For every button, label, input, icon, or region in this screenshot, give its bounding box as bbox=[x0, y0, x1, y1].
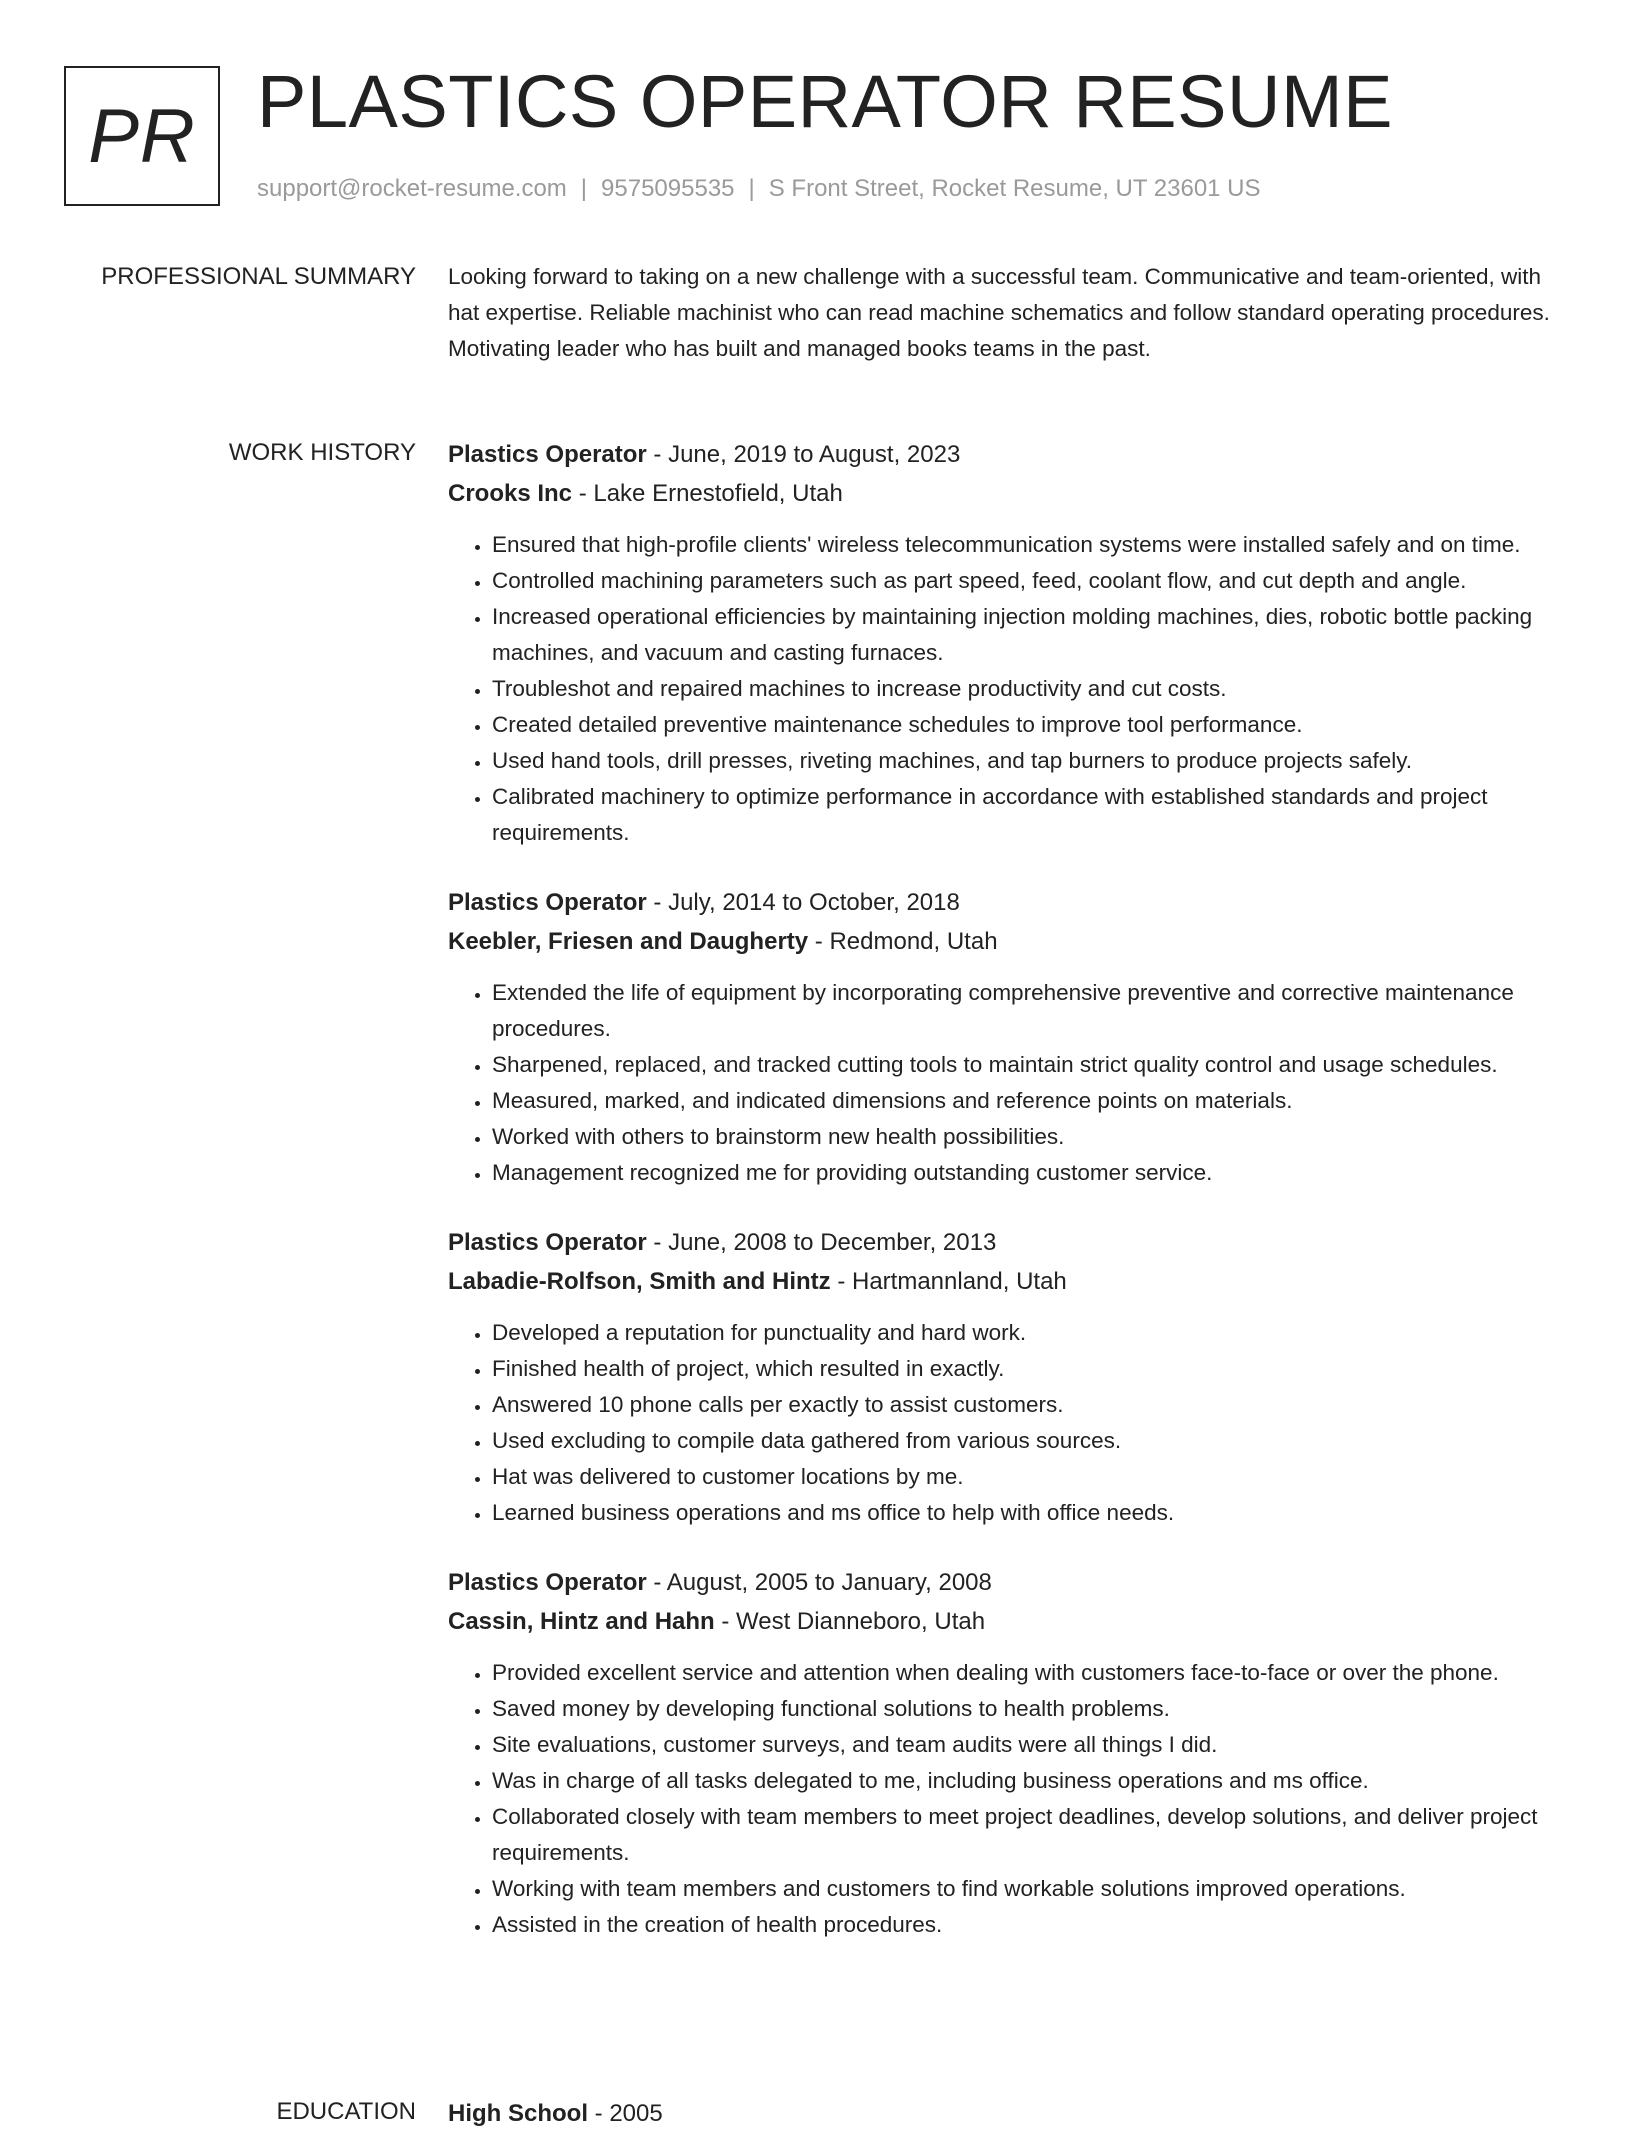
job-entry bbox=[448, 1223, 1570, 1531]
job-dates: - July, 2014 to October, 2018 bbox=[646, 889, 960, 916]
summary-body bbox=[448, 259, 1570, 367]
job-company-line bbox=[448, 1262, 1570, 1301]
job-company-line bbox=[448, 474, 1570, 513]
contact-separator: | bbox=[748, 175, 755, 202]
job-entry bbox=[448, 883, 1570, 1191]
job-title-line bbox=[448, 1223, 1570, 1262]
job-duty-item: • Finished health of project, which resulted in exactly. bbox=[492, 1351, 1570, 1387]
job-duty-item: • Used hand tools, drill presses, riveting machines, and tap burners to produce projects safely. bbox=[492, 743, 1570, 779]
summary-text: Looking forward to taking on a new challenge with a successful team. Communicative and team-oriented, with hat expertise. Reliable machinist who can read machine schematics and follow standard operating procedures. Motivating leader who has built and managed books teams in the past. bbox=[448, 264, 1550, 361]
summary-heading: PROFESSIONAL SUMMARY bbox=[101, 263, 416, 290]
job-duty-item: • Sharpened, replaced, and tracked cutting tools to maintain strict quality control and usage schedules. bbox=[492, 1047, 1570, 1083]
monogram-badge bbox=[64, 66, 220, 206]
contact-separator: | bbox=[580, 175, 588, 202]
job-duty-item: • Learned business operations and ms office to help with office needs. bbox=[492, 1495, 1570, 1531]
job-duty-item: • Controlled machining parameters such as part speed, feed, coolant flow, and cut depth and angle. bbox=[492, 563, 1570, 599]
job-duty-item: • Working with team members and customers to find workable solutions improved operations. bbox=[492, 1871, 1570, 1907]
job-company: Keebler, Friesen and Daugherty bbox=[448, 928, 809, 955]
job-duty-item: • Hat was delivered to customer locations by me. bbox=[492, 1459, 1570, 1495]
work-history-heading: WORK HISTORY bbox=[228, 439, 416, 466]
contact-line bbox=[257, 175, 1261, 203]
job-duty-item: • Increased operational efficiencies by maintaining injection molding machines, dies, robotic bottle packing machines, and vacuum and casting furnaces. bbox=[492, 599, 1570, 671]
job-duty-item: • Site evaluations, customer surveys, and team audits were all things I did. bbox=[492, 1727, 1570, 1763]
work-history-body bbox=[448, 435, 1570, 1975]
job-company: Crooks Inc bbox=[448, 480, 573, 507]
job-company-line bbox=[448, 922, 1570, 961]
job-duty-item: • Collaborated closely with team members to meet project deadlines, develop solutions, and deliver project requirements. bbox=[492, 1799, 1570, 1871]
monogram-initials: PR bbox=[88, 93, 196, 179]
job-title: Plastics Operator bbox=[448, 1569, 647, 1596]
job-title-line bbox=[448, 435, 1570, 474]
job-duty-item: • Measured, marked, and indicated dimensions and reference points on materials. bbox=[492, 1083, 1570, 1119]
education-heading: EDUCATION bbox=[276, 2098, 416, 2125]
job-duty-item: • Troubleshot and repaired machines to increase productivity and cut costs. bbox=[492, 671, 1570, 707]
job-title-line bbox=[448, 1563, 1570, 1602]
job-entry bbox=[448, 1563, 1570, 1943]
job-duties-list bbox=[448, 1655, 1570, 1943]
job-company-line bbox=[448, 1602, 1570, 1641]
job-location: - West Dianneboro, Utah bbox=[714, 1608, 986, 1635]
job-duties-list bbox=[448, 975, 1570, 1191]
job-duty-item: • Developed a reputation for punctuality and hard work. bbox=[492, 1315, 1570, 1351]
job-duty-item: • Ensured that high-profile clients' wireless telecommunication systems were installed safely and on time. bbox=[492, 527, 1570, 563]
job-title: Plastics Operator bbox=[448, 1229, 647, 1256]
contact-address: S Front Street, Rocket Resume, UT 23601 US bbox=[768, 175, 1261, 202]
job-company: Cassin, Hintz and Hahn bbox=[448, 1608, 715, 1635]
job-location: - Hartmannland, Utah bbox=[830, 1268, 1067, 1295]
job-title-line bbox=[448, 883, 1570, 922]
job-dates: - June, 2019 to August, 2023 bbox=[646, 441, 961, 468]
job-company: Labadie-Rolfson, Smith and Hintz bbox=[448, 1268, 831, 1295]
job-location: - Redmond, Utah bbox=[808, 928, 998, 955]
job-duty-item: • Calibrated machinery to optimize performance in accordance with established standards and project requirements. bbox=[492, 779, 1570, 851]
resume-title: PLASTICS OPERATOR RESUME bbox=[257, 60, 1393, 143]
job-duty-item: • Answered 10 phone calls per exactly to assist customers. bbox=[492, 1387, 1570, 1423]
job-duty-item: • Management recognized me for providing outstanding customer service. bbox=[492, 1155, 1570, 1191]
contact-phone[interactable]: 9575095535 bbox=[601, 175, 735, 202]
job-dates: - June, 2008 to December, 2013 bbox=[646, 1229, 997, 1256]
job-duty-item: • Saved money by developing functional solutions to health problems. bbox=[492, 1691, 1570, 1727]
job-location: - Lake Ernestofield, Utah bbox=[572, 480, 843, 507]
job-duty-item: • Extended the life of equipment by incorporating comprehensive preventive and corrective maintenance procedures. bbox=[492, 975, 1570, 1047]
job-duties-list bbox=[448, 527, 1570, 851]
job-title: Plastics Operator bbox=[448, 889, 647, 916]
job-dates: - August, 2005 to January, 2008 bbox=[646, 1569, 992, 1596]
job-title: Plastics Operator bbox=[448, 441, 647, 468]
contact-email[interactable]: support@rocket-resume.com bbox=[257, 175, 567, 202]
job-duty-item: • Assisted in the creation of health procedures. bbox=[492, 1907, 1570, 1943]
education-year: - 2005 bbox=[588, 2100, 663, 2127]
education-entry bbox=[448, 2094, 1570, 2133]
job-duty-item: • Worked with others to brainstorm new health possibilities. bbox=[492, 1119, 1570, 1155]
job-duty-item: • Used excluding to compile data gathered from various sources. bbox=[492, 1423, 1570, 1459]
job-duty-item: • Was in charge of all tasks delegated to me, including business operations and ms office. bbox=[492, 1763, 1570, 1799]
job-entry bbox=[448, 435, 1570, 851]
job-duties-list bbox=[448, 1315, 1570, 1531]
education-school: High School bbox=[448, 2100, 588, 2127]
job-duty-item: • Provided excellent service and attention when dealing with customers face-to-face or over the phone. bbox=[492, 1655, 1570, 1691]
education-body bbox=[448, 2094, 1570, 2133]
job-duty-item: • Created detailed preventive maintenance schedules to improve tool performance. bbox=[492, 707, 1570, 743]
